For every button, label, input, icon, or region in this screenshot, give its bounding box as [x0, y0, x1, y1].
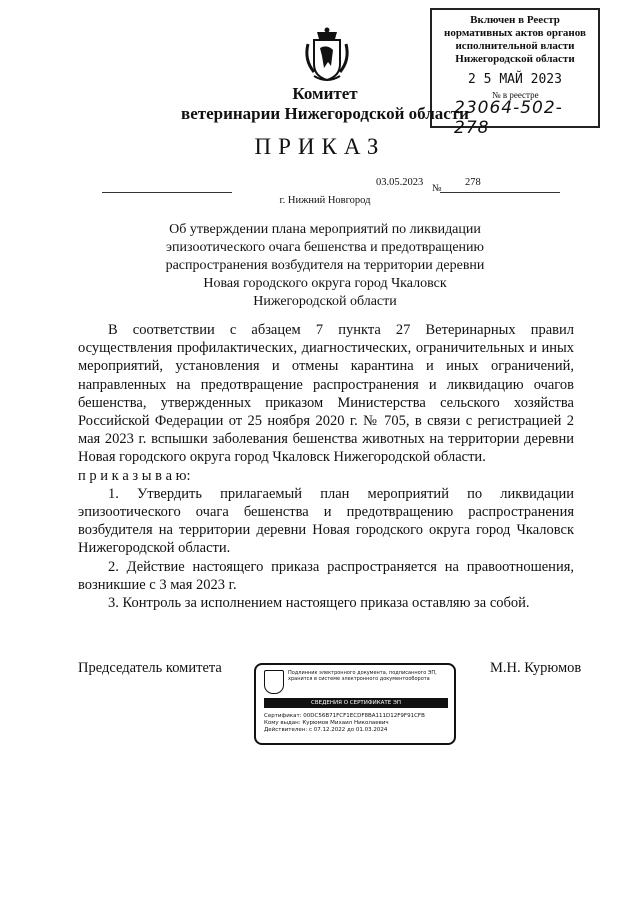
- esig-certificate: Сертификат: 00DC56B71FCF1ECDF8BA111D12F9F91CFB: [264, 713, 425, 719]
- city: г. Нижний Новгород: [279, 195, 371, 206]
- stamp-number-label: № в реестре: [492, 90, 539, 100]
- signatory-name: М.Н. Курюмов: [490, 660, 582, 676]
- org-name-line-1: Комитет: [292, 84, 358, 103]
- order-date: 03.05.2023: [376, 177, 424, 188]
- stamp-line-1: Включен в Реестр: [470, 14, 560, 26]
- order-item-1: 1. Утвердить прилагаемый план мероприятий по ликвидации эпизоотического очага бешенства и предотвращению распространения возбудителя на территории деревни Новая городского округа город Чкаловск Нижегородской области.: [78, 485, 574, 557]
- order-body: [78, 321, 574, 612]
- preamble-paragraph: В соответствии с абзацем 7 пункта 27 Ветеринарных правил осуществления профилактических, диагностических, ограничительных и иных мероприятий, установления и отмены карантина и иных ограничений, направленных на предотвращение распространения и ликвидацию очагов бешенства, утвержденных приказом Министерства сельского хозяйства Российской Федерации от 25 ноября 2020 г. № 705, в связи с регистрацией 2 мая 2023 г. вспышки заболевания бешенства животных на территории деревни Новая городского округа город Чкаловск Нижегородской области.: [78, 322, 574, 466]
- stamp-line-3: исполнительной власти: [455, 40, 575, 52]
- signatory-title: Председатель комитета: [78, 660, 222, 676]
- esig-validity: Действителен: с 07.12.2022 до 01.03.2024: [264, 727, 388, 733]
- stamp-line-4: Нижегородской области: [455, 53, 575, 65]
- electronic-signature-block: [254, 663, 456, 745]
- emblem-icon: [264, 670, 284, 694]
- esig-note: Подлинник электронного документа, подписанного ЭП, хранится в системе электронного документооборота: [288, 670, 437, 682]
- order-item-3: 3. Контроль за исполнением настоящего приказа оставляю за собой.: [108, 595, 530, 612]
- stamp-date: 2 5 МАЙ 2023: [468, 72, 562, 87]
- document-title: ПРИКАЗ: [254, 134, 386, 159]
- date-underline: [102, 192, 232, 193]
- order-number-label: №: [432, 183, 442, 194]
- esig-details: [264, 713, 425, 734]
- order-subject: Об утверждении плана мероприятий по ликвидации эпизоотического очага бешенства и предотвращению распространения возбудителя на территории деревни Новая городского округа город Чкаловск Нижегородской области: [165, 222, 485, 309]
- esig-header: СВЕДЕНИЯ О СЕРТИФИКАТЕ ЭП: [264, 698, 448, 708]
- order-word: п р и к а з ы в а ю:: [78, 467, 191, 484]
- stamp-registry-number: 23064-502-278: [454, 98, 563, 138]
- order-number: 278: [465, 177, 481, 188]
- stamp-line-2: нормативных актов органов: [444, 27, 586, 39]
- order-item-2: 2. Действие настоящего приказа распространяется на правоотношения, возникшие с 3 мая 2023 г.: [78, 558, 574, 593]
- coat-of-arms-emblem: [300, 26, 354, 84]
- org-name-line-2: ветеринарии Нижегородской области: [181, 104, 469, 123]
- number-underline: [440, 192, 560, 193]
- esig-issued-to: Кому выдан: Курюмов Михаил Николаевич: [264, 720, 389, 726]
